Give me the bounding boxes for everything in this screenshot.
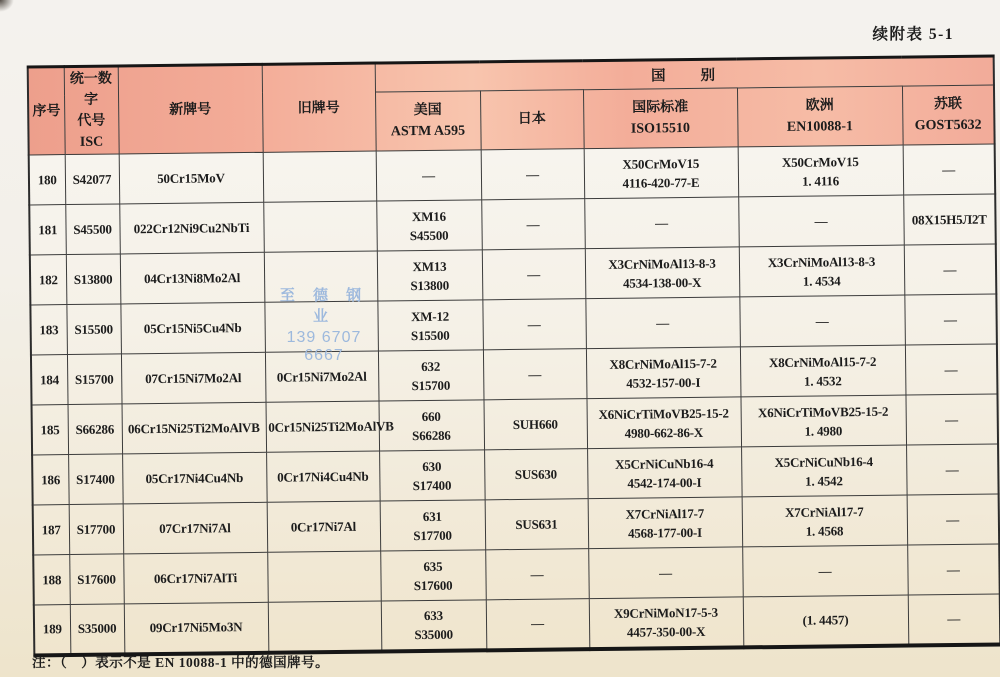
col-header-iso	[583, 88, 738, 149]
col-header-europe	[737, 86, 903, 147]
table-cell: —	[903, 144, 996, 195]
table-cell: —	[584, 197, 739, 249]
col-header-new-grade	[118, 64, 263, 154]
table-cell: 50Cr15MoV	[119, 152, 264, 204]
footnote: 注：（ ）表示不是 EN 10088-1 中的德国牌号。	[32, 655, 330, 670]
col-header-new-grade-label: 新牌号	[169, 101, 212, 118]
table-cell: 186	[32, 455, 69, 505]
table-cell: —	[483, 349, 587, 400]
table-cell: —	[588, 547, 743, 599]
table-cell: XM13 S13800	[377, 250, 483, 301]
table-cell: 08X15H5Л2T	[903, 194, 996, 245]
table-cell: 632 S15700	[378, 350, 484, 401]
table-cell: X3CrNiMoAl13-8-3 1. 4534	[739, 245, 905, 297]
col-header-iso-line2: ISO15510	[630, 120, 691, 137]
table-cell: X7CrNiAl17-7 1. 4568	[742, 495, 908, 547]
table-cell	[263, 201, 377, 252]
table-cell: —	[739, 295, 905, 347]
table-cell: 0Cr17Ni7Al	[267, 501, 381, 552]
col-header-usa-line1: 美国	[413, 102, 442, 118]
table-cell: —	[481, 199, 585, 250]
table-cell: —	[905, 344, 998, 395]
table-cell: X8CrNiMoAl15-7-2 1. 4532	[740, 345, 906, 397]
table-cell: 07Cr15Ni7Mo2Al	[121, 352, 266, 404]
table-cell: 180	[29, 155, 66, 205]
col-header-isc-line2: 代号 ISC	[77, 113, 106, 150]
col-header-ussr-line2: GOST5632	[914, 117, 982, 134]
table-cell: S42077	[65, 154, 120, 205]
table-row	[34, 594, 1000, 655]
table-cell: X5CrNiCuNb16-4 1. 4542	[741, 445, 907, 497]
col-header-ussr-line1: 苏联	[933, 96, 963, 113]
table-cell: —	[482, 249, 586, 300]
table-cell: 05Cr17Ni4Cu4Nb	[122, 452, 267, 504]
grade-cross-reference-table	[27, 55, 1000, 657]
table-cell: XM16 S45500	[376, 200, 482, 251]
table-cell	[263, 151, 377, 202]
watermark-line2: 139 6707 6667	[286, 329, 362, 364]
col-header-country-group: 国 别	[375, 56, 994, 92]
table-cell	[268, 601, 382, 652]
table-cell: S17400	[68, 454, 123, 505]
table-cell: 181	[29, 205, 66, 255]
table-cell: —	[905, 394, 998, 445]
table-cell: —	[908, 594, 1000, 645]
col-header-ussr	[902, 85, 995, 145]
watermark-line1: 至 德 钢 业	[279, 287, 369, 325]
table-cell: 04Cr13Ni8Mo2Al	[120, 252, 265, 304]
table-cell: S15500	[66, 304, 121, 355]
table-cell: —	[907, 494, 1000, 545]
table-cell: —	[481, 149, 585, 200]
table-cell: —	[742, 545, 908, 597]
table-cell: 660 S66286	[379, 400, 485, 451]
table-cell: 631 S17700	[380, 500, 486, 551]
table-cell: —	[485, 549, 589, 600]
table-cell: 0Cr17Ni4Cu4Nb	[266, 451, 380, 502]
col-header-index-label: 序号	[32, 103, 61, 119]
table-cell: —	[376, 150, 482, 201]
table-cell: 188	[33, 555, 70, 605]
table-cell: S17700	[69, 504, 124, 555]
col-header-iso-line1: 国际标准	[632, 99, 689, 116]
table-cell: X9CrNiMoN17-5-3 4457-350-00-X	[589, 597, 744, 649]
table-cell: —	[907, 544, 1000, 595]
table-cell: —	[585, 297, 740, 349]
table-cell: X8CrNiMoAl15-7-2 4532-157-00-I	[586, 347, 741, 399]
table-cell: 06Cr15Ni25Ti2MoAlVB	[122, 402, 267, 454]
table-cell: 022Cr12Ni9Cu2NbTi	[119, 202, 264, 254]
col-header-usa-line2: ASTM A595	[390, 123, 466, 140]
col-header-isc-line1: 统一数字	[69, 71, 112, 108]
table-cell: 630 S17400	[379, 450, 485, 501]
table-cell: 09Cr17Ni5Mo3N	[124, 602, 269, 654]
table-cell: SUS630	[484, 449, 588, 500]
col-header-japan	[480, 89, 584, 150]
table-cell: —	[904, 244, 997, 295]
table-cell: X50CrMoV15 4116-420-77-E	[584, 147, 739, 199]
table-cell: 183	[30, 305, 67, 355]
table-cell	[267, 551, 381, 602]
col-header-usa	[375, 90, 481, 151]
table-cell: 05Cr15Ni5Cu4Nb	[120, 302, 265, 354]
page-title: 续附表 5-1	[872, 26, 954, 43]
table-cell: 635 S17600	[380, 550, 486, 601]
table-cell: 189	[34, 605, 71, 655]
steel-grade-table	[27, 55, 1000, 657]
table-cell: S66286	[68, 404, 123, 455]
table-cell: X3CrNiMoAl13-8-3 4534-138-00-X	[585, 247, 740, 299]
table-cell: 185	[32, 405, 69, 455]
col-header-europe-line2: EN10088-1	[786, 118, 854, 135]
table-cell: —	[738, 195, 904, 247]
col-header-old-grade-label: 旧牌号	[297, 100, 340, 116]
col-header-isc	[64, 66, 119, 155]
table-cell: —	[486, 599, 590, 650]
table-cell: 07Cr17Ni7Al	[123, 502, 268, 554]
table-header	[28, 56, 995, 155]
table-cell: 182	[30, 255, 67, 305]
table-body	[29, 144, 1000, 655]
table-cell: —	[906, 444, 999, 495]
table-cell: 184	[31, 355, 68, 405]
table-cell: SUH660	[483, 399, 587, 450]
table-cell: S35000	[70, 604, 125, 655]
col-header-japan-label: 日本	[517, 111, 546, 128]
table-cell: SUS631	[485, 499, 589, 550]
table-cell: (1. 4457)	[743, 595, 909, 647]
table-cell: 0Cr15Ni25Ti2MoAlVB	[266, 401, 380, 452]
table-cell: —	[904, 294, 997, 345]
table-cell: 633 S35000	[381, 600, 487, 651]
col-header-index	[28, 67, 65, 155]
table-cell: S15700	[67, 354, 122, 405]
table-cell: —	[482, 299, 586, 350]
scan-artifact	[0, 0, 14, 12]
table-cell: S17600	[69, 554, 124, 605]
table-cell: X5CrNiCuNb16-4 4542-174-00-I	[587, 447, 742, 499]
table-cell: S45500	[65, 204, 120, 255]
table-cell: XM-12 S15500	[377, 300, 483, 351]
table-cell: X50CrMoV15 1. 4116	[738, 145, 904, 197]
watermark	[266, 284, 382, 365]
col-header-europe-line1: 欧洲	[805, 98, 834, 114]
table-cell: X7CrNiAl17-7 4568-177-00-I	[588, 497, 743, 549]
table-cell: 06Cr17Ni7AlTi	[123, 552, 268, 604]
table-cell: X6NiCrTiMoVB25-15-2 4980-662-86-X	[586, 397, 741, 449]
col-header-old-grade	[262, 63, 376, 152]
table-cell: X6NiCrTiMoVB25-15-2 1. 4980	[740, 395, 906, 447]
table-cell: 0Cr15Ni7Mo2Al	[265, 351, 379, 402]
table-cell: 187	[33, 505, 70, 555]
table-cell: S13800	[66, 254, 121, 305]
